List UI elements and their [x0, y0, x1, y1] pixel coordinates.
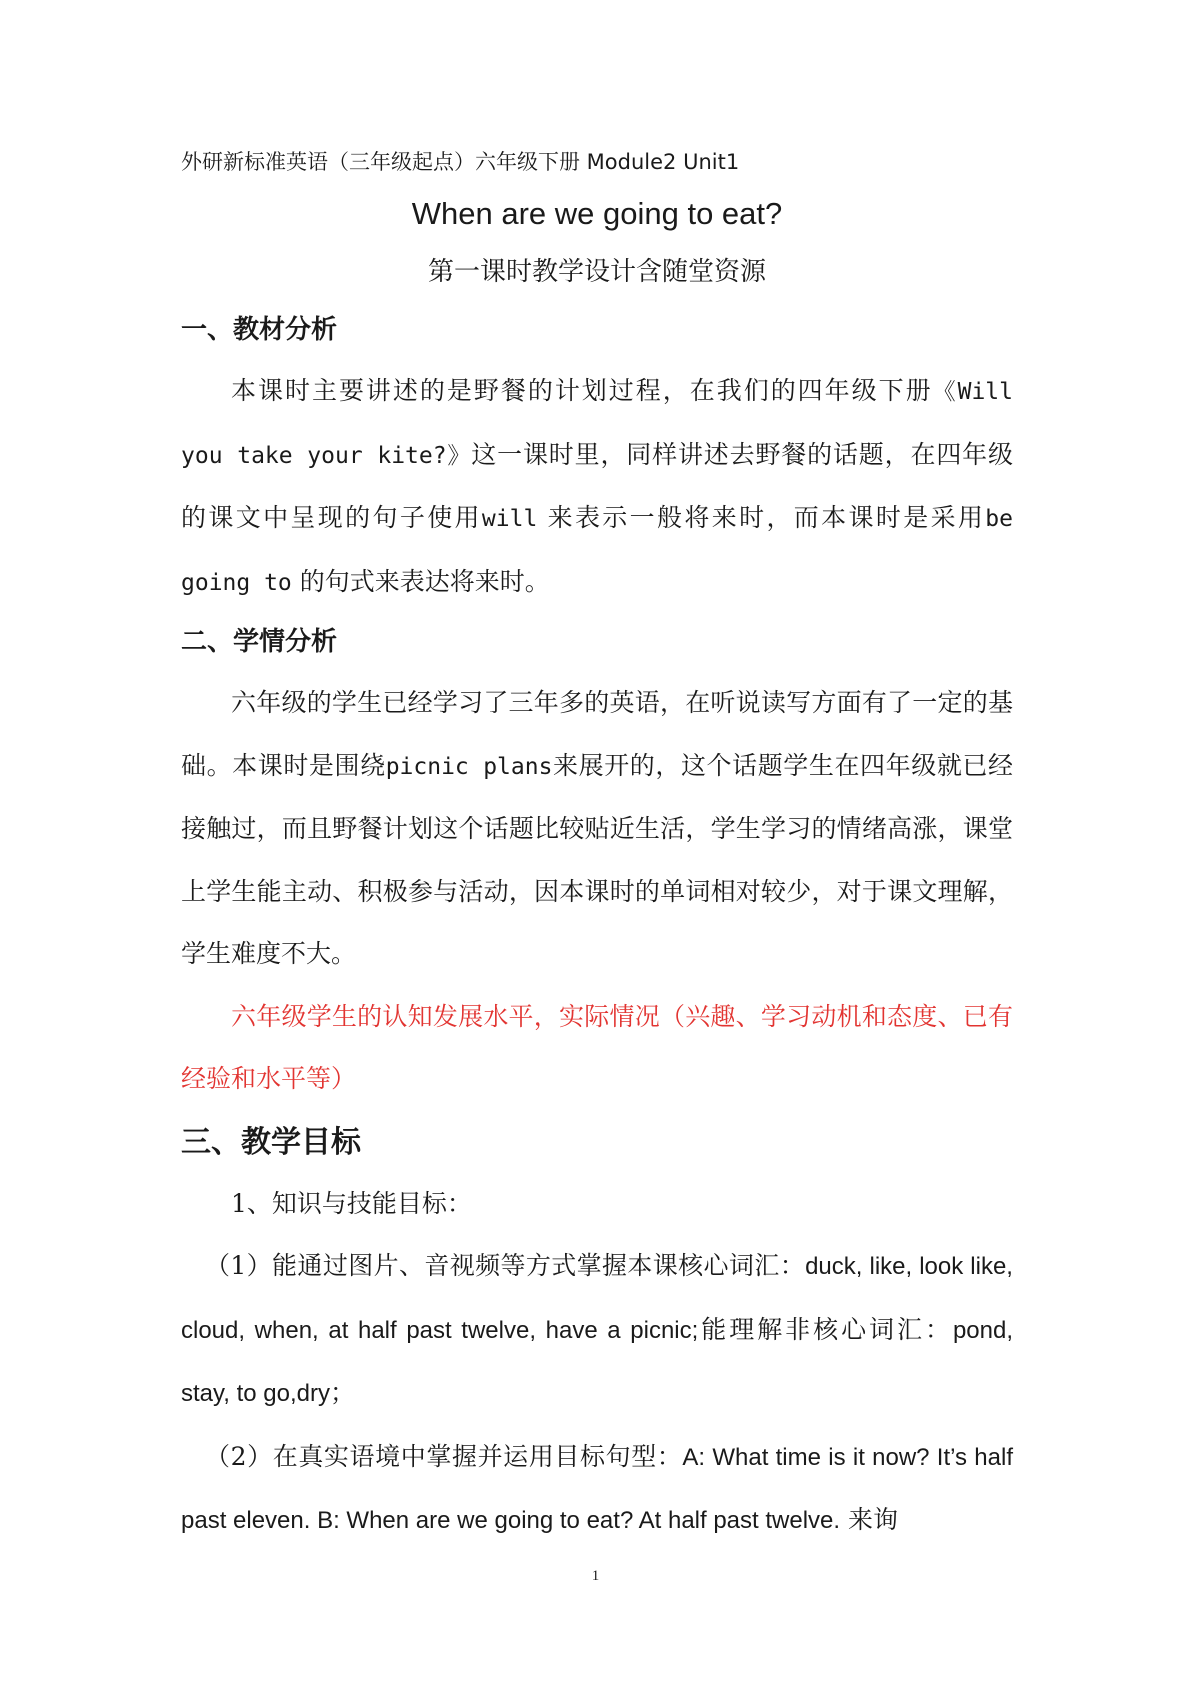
unit-title: When are we going to eat?: [411, 196, 783, 231]
grammar-term-be-going-to: be going to: [181, 506, 1013, 596]
non-core-vocabulary: pond, stay, to go,dry: [181, 1316, 1013, 1407]
objective-sub-item-1: [181, 1235, 1013, 1426]
target-sentence-patterns: A: What time is it now? It’s half past eleven. B: When are we going to eat? At half past twelve.: [181, 1443, 1013, 1534]
text-run: ；: [329, 1378, 355, 1407]
core-vocabulary: duck, like, look like, cloud, when, at half past twelve, have a picnic;: [181, 1253, 1013, 1344]
section-heading-student-analysis: 二、学情分析: [181, 627, 338, 657]
text-run: 的句式来表达将来时。: [291, 566, 550, 596]
textbook-subtitle: 外研新标准英语（三年级起点）六年级下册 Module2 Unit1: [181, 150, 740, 174]
text-run: 来表示一般将来时，而本课时是采用: [537, 503, 986, 532]
text-run: （2）在真实语境中掌握并运用目标句型：: [205, 1441, 683, 1471]
text-run: 六年级的学生已经学习了三年多的英语，在听说读写方面有了一定的基础。本课时是围绕: [181, 688, 1013, 780]
text-run: 能理解非核心词汇：: [698, 1314, 953, 1344]
lesson-name-reference: 《Will you take your kite?》: [181, 379, 1013, 469]
grammar-term-will: will: [481, 506, 538, 532]
document-page: [181, 140, 1013, 1553]
objective-item-knowledge-skills: 1、知识与技能目标：: [231, 1188, 472, 1218]
text-run: 这一课时里，同样讲述去野餐的话题，在四年级的课文中呈现的句子使用: [181, 439, 1013, 532]
text-run: 本课时主要讲述的是野餐的计划过程，在我们的四年级下册: [231, 376, 933, 405]
page-number: 1: [591, 1568, 600, 1584]
topic-term-picnic-plans: picnic plans: [385, 753, 553, 780]
text-run: 来询: [840, 1505, 899, 1534]
student-analysis-paragraph: [181, 672, 1013, 986]
student-analysis-note-red: 六年级学生的认知发展水平，实际情况（兴趣、学习动机和态度、已有经验和水平等）: [181, 1001, 1013, 1093]
objective-sub-item-2: [181, 1426, 1013, 1553]
text-run: （1）能通过图片、音视频等方式掌握本课核心词汇：: [205, 1251, 806, 1280]
lesson-title: 第一课时教学设计含随堂资源: [427, 257, 766, 287]
section-heading-material-analysis: 一、教材分析: [181, 315, 338, 345]
text-run: 来展开的，这个话题学生在四年级就已经接触过，而且野餐计划这个话题比较贴近生活，学生学习的情绪高涨，课堂上学生能主动、积极参与活动，因本课时的单词相对较少，对于课文理解，学生难度不大。: [181, 750, 1013, 968]
material-analysis-paragraph: [181, 360, 1013, 614]
section-heading-teaching-objectives: 三、教学目标: [181, 1124, 361, 1160]
